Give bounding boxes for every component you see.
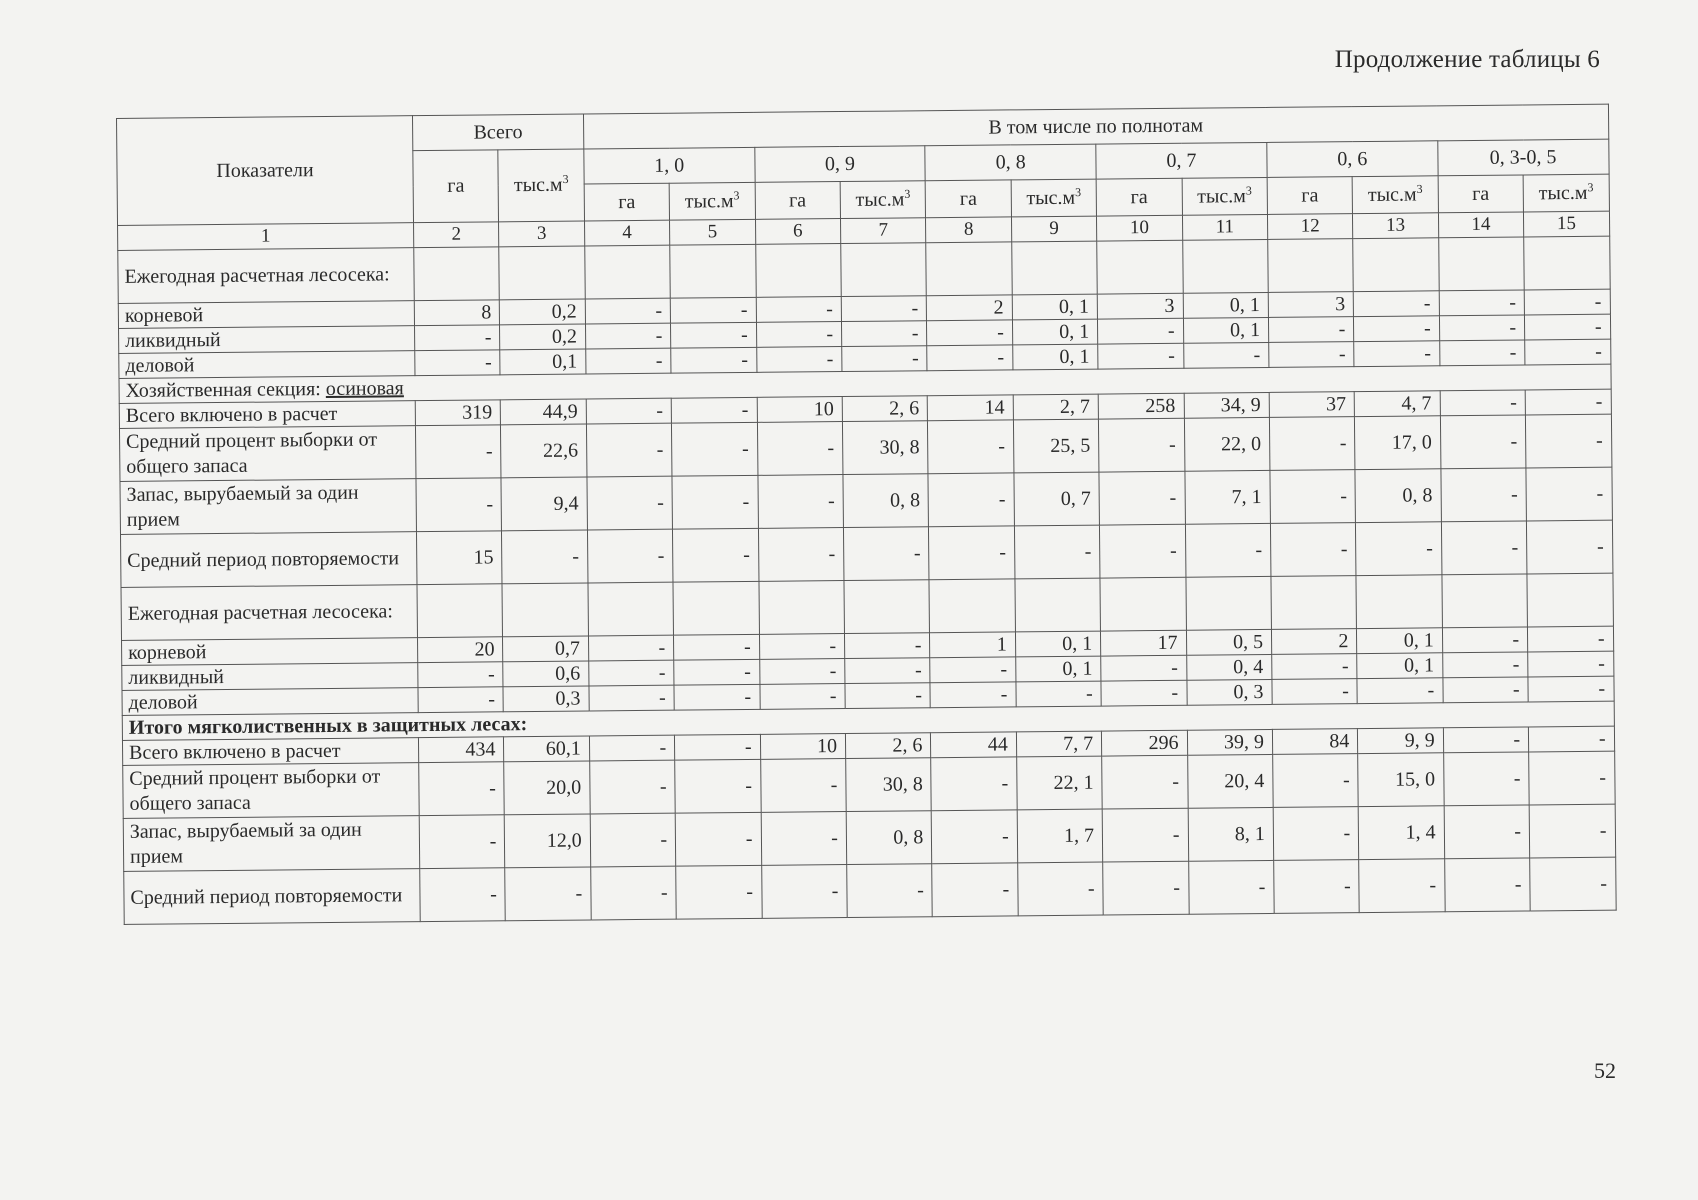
header-including: В том числе по полнотам — [583, 104, 1608, 149]
table-cell — [585, 245, 671, 299]
table-cell: 20,0 — [504, 761, 590, 815]
table-cell: 22, 0 — [1184, 417, 1270, 471]
table-cell: - — [1526, 414, 1612, 468]
table-cell — [1356, 575, 1442, 629]
table-cell: - — [1098, 318, 1184, 344]
table-cell: 0,1 — [500, 349, 586, 375]
table-cell: - — [1525, 339, 1611, 365]
table-cell: 7, 7 — [1016, 731, 1102, 757]
row-label: Средний процент выборки от общего запаса — [119, 426, 415, 482]
table-cell: - — [588, 635, 674, 661]
table-cell: - — [1440, 415, 1526, 469]
table-cell: - — [674, 634, 760, 660]
table-cell: - — [675, 734, 761, 760]
table-cell: - — [587, 529, 673, 583]
table-cell — [588, 582, 674, 636]
row-label: Запас, вырубаемый за один прием — [123, 816, 419, 872]
row-label: ликвидный — [122, 663, 418, 691]
header-unit-volume: $тыс.м^3$ — [1523, 174, 1609, 212]
header-unit-volume: $тыс.м^3$ — [1352, 176, 1438, 214]
table-cell: - — [1272, 679, 1358, 705]
column-number: 7 — [840, 218, 926, 244]
table-cell: - — [502, 530, 588, 584]
row-label: Средний период повторяемости — [120, 532, 416, 588]
row-label: Средний период повторяемости — [124, 869, 420, 925]
column-number: 9 — [1011, 216, 1097, 242]
table-cell: - — [1528, 626, 1614, 652]
row-label: Средний процент выборки от общего запаса — [123, 763, 419, 819]
table-cell: - — [1528, 676, 1614, 702]
table-cell: 20 — [418, 637, 504, 663]
table-cell: - — [761, 812, 847, 866]
table-cell — [1268, 239, 1354, 293]
table-cell: - — [844, 633, 930, 659]
table-cell: - — [415, 425, 501, 479]
table-cell: 0, 8 — [846, 811, 932, 865]
table-cell: - — [1359, 859, 1445, 913]
table-cell: - — [1441, 468, 1527, 522]
table-cell: - — [1101, 680, 1187, 706]
table-cell: - — [1525, 314, 1611, 340]
table-cell: - — [929, 526, 1015, 580]
table-cell: - — [416, 478, 502, 532]
table-cell: 0, 1 — [1012, 344, 1098, 370]
table-cell: - — [589, 735, 675, 761]
column-number: 5 — [670, 219, 756, 245]
table-cell: 39, 9 — [1187, 729, 1273, 755]
table-cell: 20, 4 — [1187, 754, 1273, 808]
table-cell — [1271, 576, 1357, 630]
table-cell: - — [1098, 343, 1184, 369]
table-cell: - — [1102, 755, 1188, 809]
table-cell: - — [674, 659, 760, 685]
table-cell: - — [1354, 291, 1440, 317]
header-density: 0, 3-0, 5 — [1437, 139, 1608, 176]
table-cell: - — [415, 350, 501, 376]
table-cell — [502, 583, 588, 637]
table-cell — [841, 243, 927, 297]
table-header — [117, 104, 1610, 250]
header-density: 0, 7 — [1096, 142, 1267, 179]
table-cell: - — [927, 345, 1013, 371]
table-cell: - — [505, 867, 591, 921]
table-cell: - — [1100, 524, 1186, 578]
table-cell — [1182, 239, 1268, 293]
table-cell: 0, 1 — [1015, 656, 1101, 682]
table-cell: 34, 9 — [1184, 392, 1270, 418]
table-cell: - — [1527, 520, 1613, 574]
table-cell: 0,2 — [500, 324, 586, 350]
table-body — [118, 236, 1616, 924]
table-cell: - — [671, 347, 757, 373]
table-cell: - — [756, 347, 842, 373]
table-cell: - — [1269, 342, 1355, 368]
table-cell: 44,9 — [501, 399, 587, 425]
header-unit-volume: $тыс.м^3$ — [1182, 177, 1268, 215]
section-label-prefix: Хозяйственная секция: — [125, 377, 326, 402]
table-cell: - — [759, 659, 845, 685]
table-cell: 1, 4 — [1358, 806, 1444, 860]
column-number: 4 — [584, 220, 670, 246]
table-cell: - — [1270, 523, 1356, 577]
table-cell: 0, 1 — [1357, 653, 1443, 679]
table-cell: - — [1357, 678, 1443, 704]
header-indicators: Показатели — [117, 116, 414, 226]
table-cell: 0,2 — [500, 299, 586, 325]
table-cell: - — [674, 684, 760, 710]
table-cell — [1524, 236, 1610, 290]
table-cell: 14 — [928, 395, 1014, 421]
column-number: 2 — [414, 222, 500, 248]
header-unit-ha: га — [1096, 178, 1182, 216]
table-cell: - — [1444, 858, 1530, 912]
row-label: деловой — [122, 688, 418, 716]
table-cell: - — [930, 682, 1016, 708]
table-cell: 0, 1 — [1183, 317, 1269, 343]
table-cell: 434 — [418, 737, 504, 763]
header-unit-ha: га — [584, 183, 670, 221]
column-number: 14 — [1438, 212, 1524, 238]
header-density: 0, 8 — [925, 144, 1096, 181]
table-cell: 30, 8 — [846, 758, 932, 812]
table-cell: - — [1268, 317, 1354, 343]
table-cell: - — [1099, 471, 1185, 525]
table-cell: - — [758, 475, 844, 529]
table-cell: - — [1442, 652, 1528, 678]
table-cell — [844, 580, 930, 634]
table-cell: 0, 5 — [1186, 629, 1272, 655]
table-cell: - — [760, 684, 846, 710]
table-cell: 0, 4 — [1186, 654, 1272, 680]
table-cell: 0, 3 — [1186, 679, 1272, 705]
table-cell: 0, 8 — [843, 474, 929, 528]
header-unit-ha: га — [925, 180, 1011, 218]
table-cell: 84 — [1272, 729, 1358, 755]
table-cell: 9, 9 — [1358, 728, 1444, 754]
table-cell: 0, 1 — [1012, 294, 1098, 320]
table-cell: - — [932, 810, 1018, 864]
header-total-ha: га — [413, 150, 499, 223]
table-cell — [926, 242, 1012, 296]
table-cell: 3 — [1097, 293, 1183, 319]
header-total-volume: $тыс.м^3$ — [498, 149, 584, 222]
table-cell: 296 — [1102, 730, 1188, 756]
table-cell — [1100, 577, 1186, 631]
table-cell — [1442, 574, 1528, 628]
column-number: 12 — [1267, 214, 1353, 240]
table-cell: - — [759, 634, 845, 660]
column-number: 10 — [1097, 215, 1183, 241]
table-cell: - — [1185, 523, 1271, 577]
table-cell: - — [847, 864, 933, 918]
table-cell: - — [1270, 470, 1356, 524]
table-cell: 0,7 — [503, 636, 589, 662]
table-cell: 2, 6 — [842, 396, 928, 422]
table-cell: - — [760, 759, 846, 813]
table-cell: - — [585, 323, 671, 349]
row-label: Ежегодная расчетная лесосека: — [121, 585, 417, 641]
table-cell — [1015, 578, 1101, 632]
table-cell: - — [756, 322, 842, 348]
table-cell: 22,6 — [501, 424, 587, 478]
table-cell — [759, 581, 845, 635]
table-cell: 10 — [757, 397, 843, 423]
table-cell — [670, 244, 756, 298]
table-cell: - — [1524, 289, 1610, 315]
table-cell: - — [757, 422, 843, 476]
table-cell: 10 — [760, 734, 846, 760]
table-cell: - — [1016, 681, 1102, 707]
table-cell — [1527, 573, 1613, 627]
table-cell: - — [1440, 390, 1526, 416]
table-cell: - — [1356, 522, 1442, 576]
table-cell: - — [672, 475, 758, 529]
table-cell: - — [1439, 290, 1525, 316]
row-label: корневой — [118, 301, 414, 329]
table-cell: - — [931, 757, 1017, 811]
table-cell: - — [1525, 389, 1611, 415]
table-cell: - — [1354, 316, 1440, 342]
table-cell: - — [675, 812, 761, 866]
row-label: Всего включено в расчет — [122, 738, 418, 766]
table-cell: - — [1103, 861, 1189, 915]
table-cell: 22, 1 — [1016, 756, 1102, 810]
table-cell — [1185, 576, 1271, 630]
row-label: ликвидный — [119, 326, 415, 354]
header-unit-volume: $тыс.м^3$ — [840, 181, 926, 219]
table-cell: - — [1274, 860, 1360, 914]
header-unit-volume: $тыс.м^3$ — [1011, 179, 1097, 217]
table-cell: 12,0 — [505, 814, 591, 868]
table-cell: 9,4 — [501, 477, 587, 531]
data-table-container — [116, 104, 1606, 925]
table-cell: - — [1017, 862, 1103, 916]
table-cell: - — [1442, 627, 1528, 653]
table-cell: - — [1444, 805, 1530, 859]
page-number: 52 — [1594, 1058, 1616, 1083]
table-cell: - — [419, 762, 505, 816]
table-cell: - — [845, 683, 931, 709]
header-unit-volume: $тыс.м^3$ — [669, 182, 755, 220]
table-cell: - — [842, 346, 928, 372]
table-cell: - — [1099, 418, 1185, 472]
table-cell: 4, 7 — [1354, 391, 1440, 417]
table-cell: - — [586, 423, 672, 477]
table-cell: 258 — [1098, 393, 1184, 419]
table-cell: 8 — [414, 300, 500, 326]
table-cell: - — [415, 325, 501, 351]
table-cell: - — [1529, 804, 1615, 858]
table-cell — [1353, 238, 1439, 292]
table-cell: 30, 8 — [842, 421, 928, 475]
table-cell: - — [1014, 525, 1100, 579]
table-cell — [755, 244, 841, 298]
table-cell: - — [1102, 808, 1188, 862]
table-cell: - — [1269, 417, 1355, 471]
table-cell — [1438, 237, 1524, 291]
table-cell: - — [589, 685, 675, 711]
table-cell: 3 — [1268, 292, 1354, 318]
table-cell: - — [671, 322, 757, 348]
row-label: Ежегодная расчетная лесосека: — [118, 248, 414, 304]
row-label: деловой — [119, 351, 415, 379]
table-cell: 17 — [1101, 630, 1187, 656]
header-total: Всего — [412, 114, 583, 151]
table-cell: - — [590, 813, 676, 867]
total-label-text: Итого мягколиственных в защитных лесах: — [128, 713, 528, 739]
table-cell: 60,1 — [504, 736, 590, 762]
table-cell: 2 — [1271, 629, 1357, 655]
table-cell: 15 — [416, 531, 502, 585]
section-label-name: осиновая — [325, 377, 404, 400]
table-cell: - — [672, 422, 758, 476]
table-cell: - — [932, 863, 1018, 917]
table-cell: - — [1439, 315, 1525, 341]
column-number: 13 — [1353, 213, 1439, 239]
table-cell: 2, 7 — [1013, 394, 1099, 420]
table-cell: - — [670, 297, 756, 323]
table-cell: - — [676, 865, 762, 919]
table-cell: 2 — [927, 295, 1013, 321]
header-density: 0, 6 — [1267, 141, 1438, 178]
table-cell: - — [420, 868, 506, 922]
table-cell: - — [930, 657, 1016, 683]
table-cell: - — [671, 397, 757, 423]
table-cell: 0, 8 — [1355, 469, 1441, 523]
table-cell: - — [1528, 651, 1614, 677]
column-number: 8 — [926, 217, 1012, 243]
table-cell: - — [761, 865, 847, 919]
table-cell — [1097, 240, 1183, 294]
table-cell: - — [586, 348, 672, 374]
table-cell: - — [1529, 726, 1615, 752]
table-cell: - — [843, 527, 929, 581]
table-cell: - — [841, 321, 927, 347]
table-cell: - — [758, 528, 844, 582]
table-cell: - — [1529, 751, 1615, 805]
table-cell: - — [1526, 467, 1612, 521]
table-cell: - — [1443, 752, 1529, 806]
table-cell: - — [587, 476, 673, 530]
table-cell: - — [1441, 521, 1527, 575]
table-cell: 0, 1 — [1012, 319, 1098, 345]
table-cell: - — [928, 420, 1014, 474]
table-cell: - — [589, 760, 675, 814]
table-cell: - — [1183, 342, 1269, 368]
column-number: 6 — [755, 219, 841, 245]
header-density: 1, 0 — [584, 147, 755, 184]
table-cell: - — [1188, 860, 1274, 914]
table-cell: - — [1101, 655, 1187, 681]
table-cell: 0, 1 — [1357, 628, 1443, 654]
header-unit-ha: га — [755, 182, 841, 220]
table-cell: 15, 0 — [1358, 753, 1444, 807]
table-cell: 7, 1 — [1184, 470, 1270, 524]
page-title: Продолжение таблицы 6 — [1334, 46, 1600, 73]
table-cell: 0, 1 — [1183, 292, 1269, 318]
table-cell: 17, 0 — [1355, 416, 1441, 470]
table-cell: - — [845, 658, 931, 684]
table-cell: - — [589, 660, 675, 686]
table-cell: 0, 7 — [1014, 472, 1100, 526]
table-cell: - — [1443, 677, 1529, 703]
table-cell: - — [418, 687, 504, 713]
table-cell: - — [1273, 807, 1359, 861]
row-label: Запас, вырубаемый за один прием — [120, 479, 416, 535]
table-cell: 0, 1 — [1015, 631, 1101, 657]
table-cell: - — [927, 320, 1013, 346]
table-cell — [673, 581, 759, 635]
table-cell: 1 — [930, 632, 1016, 658]
table-cell: - — [591, 866, 677, 920]
table-cell: 0,6 — [503, 661, 589, 687]
table-cell: - — [675, 759, 761, 813]
table-cell: - — [1272, 654, 1358, 680]
row-label: корневой — [122, 638, 418, 666]
table-cell: - — [585, 298, 671, 324]
table-cell: 1, 7 — [1017, 809, 1103, 863]
table-cell: 37 — [1269, 392, 1355, 418]
table-cell: - — [841, 296, 927, 322]
header-density: 0, 9 — [754, 146, 925, 183]
table-cell: 25, 5 — [1013, 419, 1099, 473]
table-cell — [417, 584, 503, 638]
table-cell: - — [1530, 857, 1616, 911]
table-cell: 44 — [931, 732, 1017, 758]
table-cell: - — [673, 528, 759, 582]
row-label: Всего включено в расчет — [119, 401, 415, 429]
column-number: 11 — [1182, 214, 1268, 240]
table-cell: - — [1439, 340, 1525, 366]
header-unit-ha: га — [1438, 175, 1524, 213]
table-cell: 0,3 — [503, 686, 589, 712]
table-cell — [1011, 241, 1097, 295]
table-cell — [499, 246, 585, 300]
table-cell: - — [756, 297, 842, 323]
table-cell — [414, 247, 500, 301]
table-cell: - — [1273, 754, 1359, 808]
table-cell: - — [1443, 727, 1529, 753]
column-number: 3 — [499, 221, 585, 247]
table-cell: 319 — [415, 400, 501, 426]
table-cell: - — [586, 398, 672, 424]
table-cell: - — [1354, 341, 1440, 367]
table-cell: - — [419, 815, 505, 869]
table-cell: 2, 6 — [845, 733, 931, 759]
table-cell: 8, 1 — [1188, 807, 1274, 861]
table-cell: - — [418, 662, 504, 688]
table-cell: - — [928, 473, 1014, 527]
column-number: 1 — [118, 223, 414, 251]
header-unit-ha: га — [1267, 177, 1353, 215]
table-cell — [929, 579, 1015, 633]
data-table — [116, 104, 1616, 925]
column-number: 15 — [1524, 211, 1610, 237]
